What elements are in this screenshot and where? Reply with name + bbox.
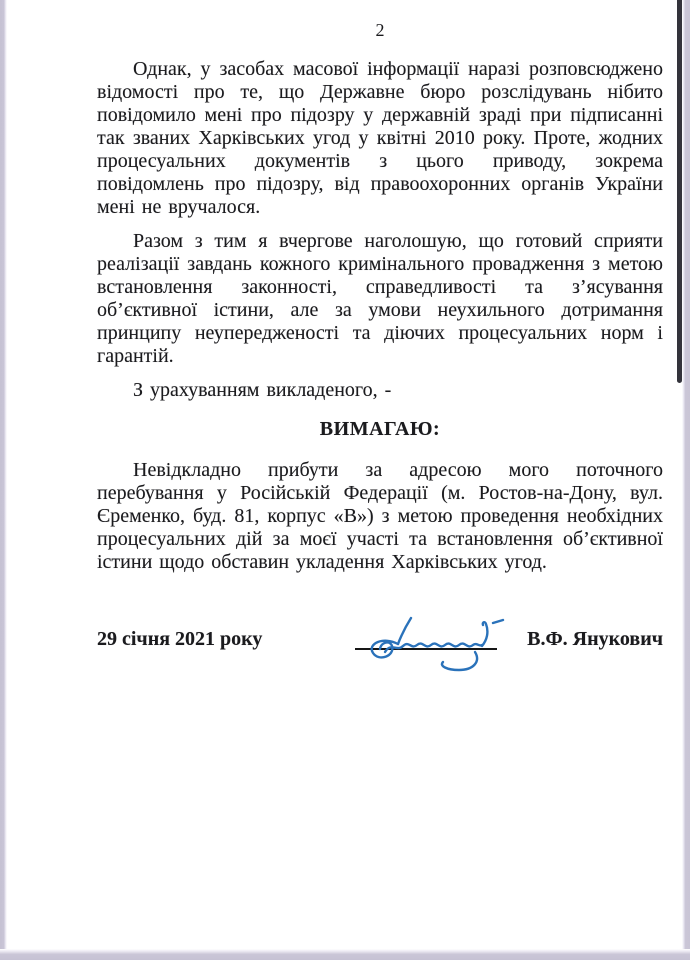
- signature: [355, 648, 497, 658]
- scan-edge-left: [0, 0, 7, 960]
- scan-edge-bottom: [0, 949, 690, 960]
- document-date: 29 січня 2021 року: [97, 628, 263, 650]
- paragraph-cooperation-statement: Разом з тим я вчергове наголошую, що готовий сприяти реалізації завдань кожного кримінального провадження з метою встановлення законності, справедливості та з’ясування об’єктивної істини, але за умови неухильного дотримання принципу неупередженості та діючих процесуальних норм і гарантій.: [97, 230, 663, 367]
- paragraph-demand-text: Невідкладно прибути за адресою мого поточного перебування у Російській Федерації (м. Ростов-на-Дону, вул. Єременко, буд. 81, корпус «В») з метою проведення необхідних процесуальних дій за моєї участі та встановлення об’єктивної істини щодо обставин укладення Харківських угод.: [97, 459, 663, 573]
- page-number: 2: [375, 20, 385, 40]
- scan-edge-right: [682, 0, 690, 960]
- paragraph-media-reports: Однак, у засобах масової інформації наразі розповсюджено відомості про те, що Державне бюро розслідувань нібито повідомило мені про підозру у державній зраді при підписанні так званих Харківських угод у квітні 2010 року. Проте, жодних процесуальних документів з цього приводу, зокрема повідомлень про підозру, від правоохоронних органів України мені не вручалося.: [97, 58, 663, 218]
- demand-heading: ВИМАГАЮ:: [319, 418, 441, 440]
- signatory-name: В.Ф. Янукович: [527, 628, 663, 650]
- handwritten-signature-icon: [355, 612, 505, 676]
- document-body: [97, 20, 663, 696]
- signature-block: [97, 616, 663, 696]
- lead-in-line: З урахуванням викладеного, -: [133, 379, 392, 401]
- scan-artifact-bar: [677, 0, 682, 383]
